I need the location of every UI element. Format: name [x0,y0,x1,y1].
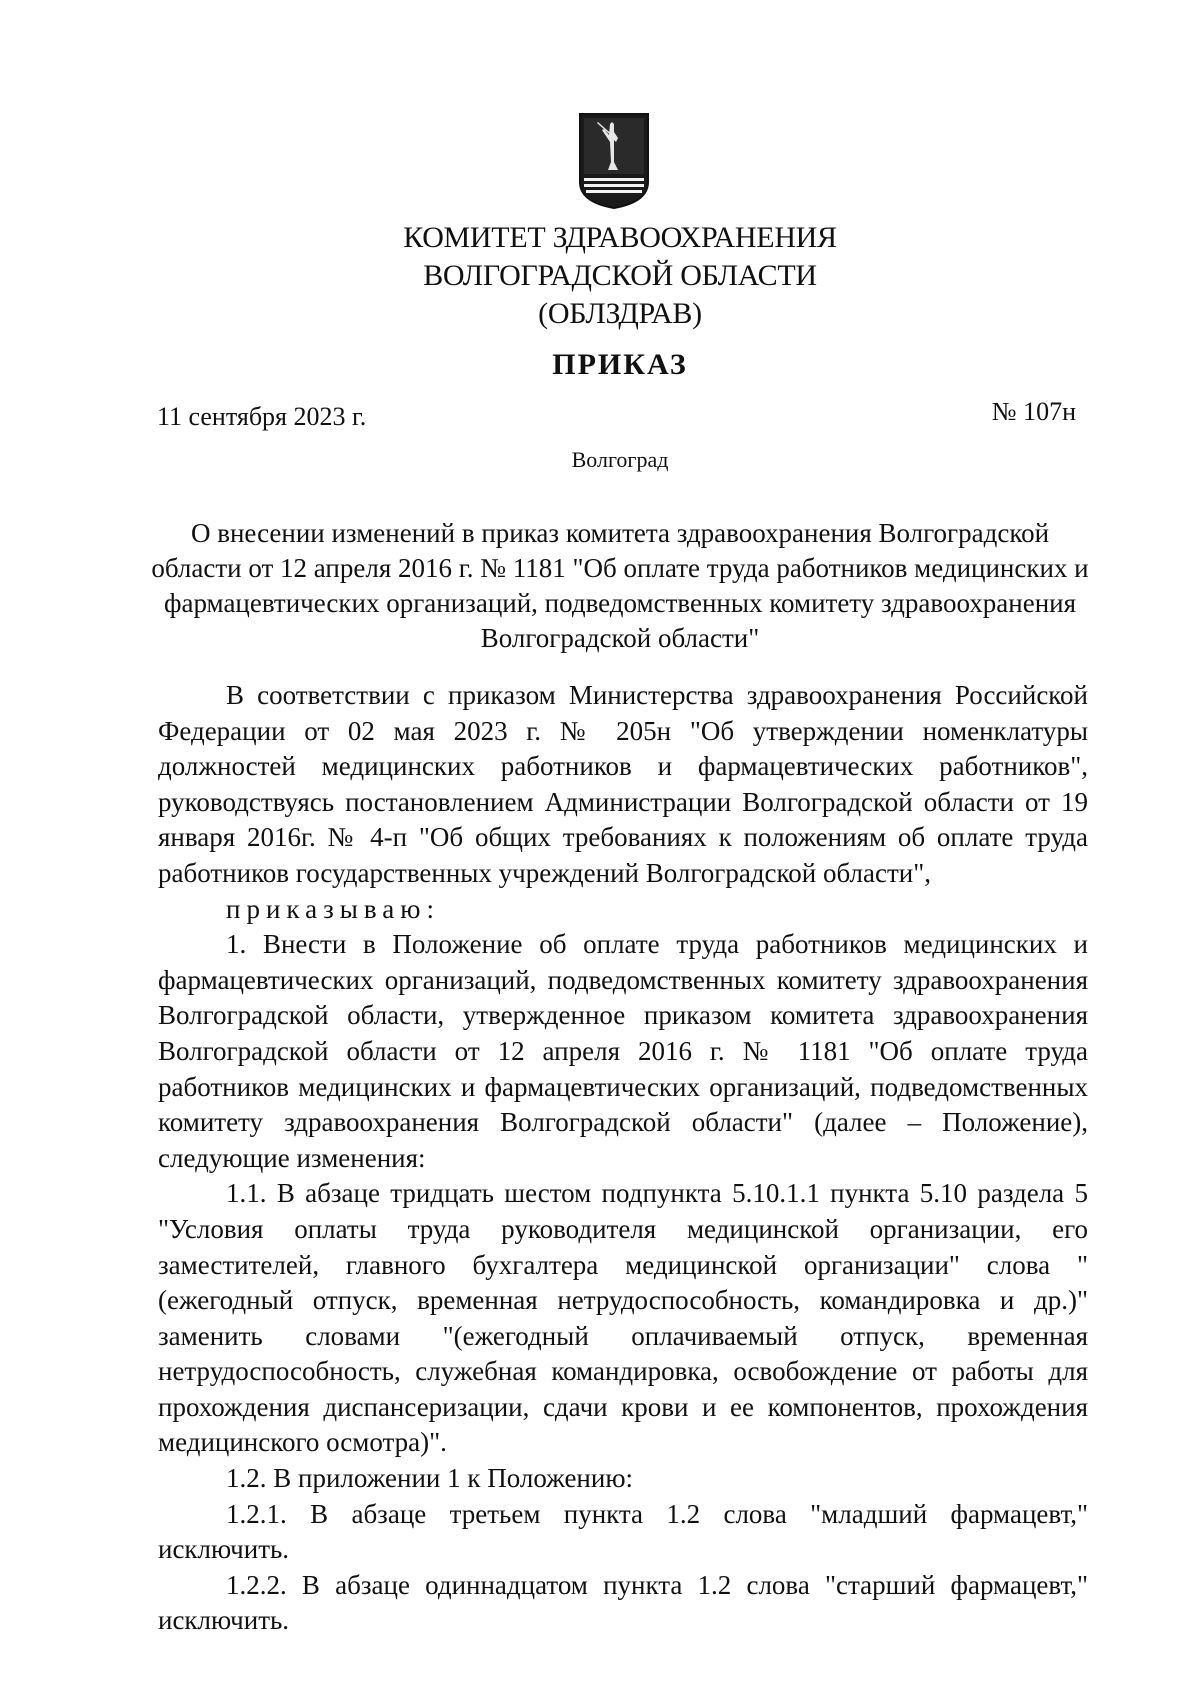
item-1-2-2-paragraph: 1.2.2. В абзаце одиннадцатом пункта 1.2 слова "старший фармацевт," исключить. [158,1569,1088,1636]
header-line-1: КОМИТЕТ ЗДРАВООХРАНЕНИЯ [403,221,837,254]
order-number: № 107н [991,397,1076,426]
order-word: приказываю: [226,893,440,924]
order-title: ПРИКАЗ [552,348,688,381]
coat-of-arms-emblem [576,112,652,210]
item-1-2-paragraph: 1.2. В приложении 1 к Положению: [226,1463,634,1494]
order-subject: О внесении изменений в приказ комитета здравоохранения Волгоградской области от 12 апреля 2016 г. № 1181 "Об оплате труда работников медицинских и фармацевтических организаций, подведомственных комитету здравоохранения Волгоградской области" [151,518,1089,653]
item-1-1-paragraph: 1.1. В абзаце тридцать шестом подпункта 5.10.1.1 пункта 5.10 раздела 5 "Условия оплаты труда руководителя медицинской организации, его заместителей, главного бухгалтера медицинской организации" слова "(ежегодный отпуск, временная нетрудоспособность, командировка и др.)" заменить словами "(ежегодный оплачиваемый отпуск, временная нетрудоспособность, служебная командировка, освобождение от работы для прохождения диспансеризации, сдачи крови и ее компонентов, прохождения медицинского осмотра)". [158,1178,1088,1458]
item-1-2-1-paragraph: 1.2.1. В абзаце третьем пункта 1.2 слова "младший фармацевт," исключить. [158,1498,1088,1565]
preamble-paragraph: В соответствии с приказом Министерства здравоохранения Российской Федерации от 02 мая 2023 г. № 205н "Об утверждении номенклатуры должностей медицинских работников и фармацевтических работников", руководствуясь постановлением Администрации Волгоградской области от 19 января 2016г. № 4-п "Об общих требованиях к положениям об оплате труда работников государственных учреждений Волгоградской области", [158,680,1088,888]
order-date: 11 сентября 2023 г. [157,402,367,431]
header-line-2: ВОЛГОГРАДСКОЙ ОБЛАСТИ [423,259,817,292]
order-city: Волгоград [571,447,669,472]
organization-header [0,219,1200,333]
order-body [158,678,1088,1639]
header-line-3: (ОБЛЗДРАВ) [538,297,702,330]
item-1-paragraph: 1. Внести в Положение об оплате труда работников медицинских и фармацевтических организаций, подведомственных комитету здравоохранения Волгоградской области, утвержденное приказом комитета здравоохранения Волгоградской области от 12 апреля 2016 г. № 1181 "Об оплате труда работников медицинских и фармацевтических организаций, подведомственных комитету здравоохранения Волгоградской области" (далее – Положение), следующие изменения: [158,929,1088,1173]
